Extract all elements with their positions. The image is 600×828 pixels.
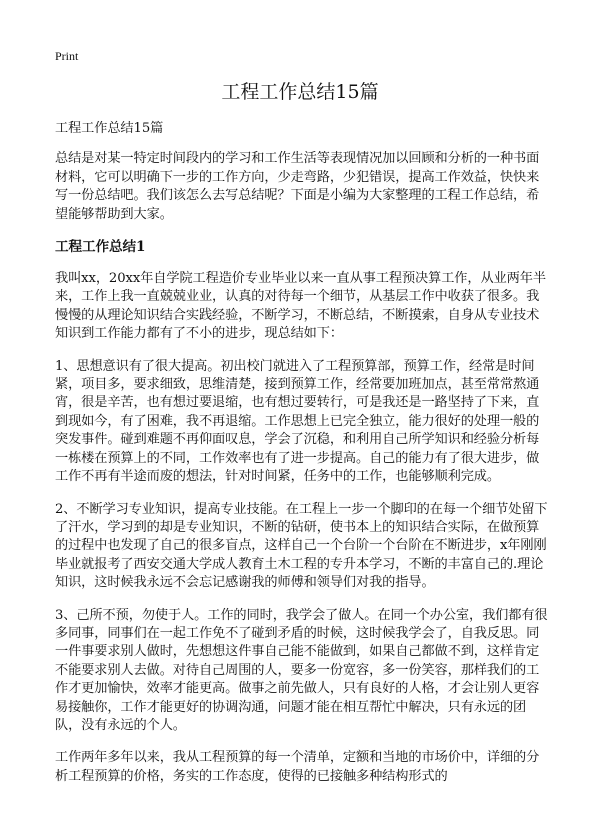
- body-paragraph: 3、己所不预，勿使于人。工作的同时，我学会了做人。在同一个办公室，我们都有很多同事，同事们在一起工作免不了碰到矛盾的时候，这时候我学会了，自我反思。同一件事要求别人做时，先想想这件事自己能不能做到，如果自己都做不到，这样肯定不能要求别人去做。对待自己周围的人，要多一份宽容，多一份笑容，那样我们的工作才更加愉快，效率才能更高。做事之前先做人，只有良好的人格，才会让别人更容易接触你，工作才能更好的协调沟通，问题才能在相互帮忙中解决，只有永远的团队，没有永远的个人。: [55, 607, 548, 733]
- print-link[interactable]: Print: [55, 49, 79, 63]
- document-subtitle: 工程工作总结15篇: [55, 121, 164, 136]
- page-title: 工程工作总结15篇: [221, 81, 379, 103]
- body-paragraph: 1、思想意识有了很大提高。初出校门就进入了工程预算部，预算工作，经常是时间紧，项目多，要求细致，思维清楚，接到预算工作，经常要加班加点，甚至常常熬通宵，很是辛苦，也有想过要退缩，也有想过要转行，可是我还是一路坚持了下来，直到现如今，有了困难，我不再退缩。工作思想上已完全独立，能力很好的处理一般的突发事件。碰到难题不再仰面叹息，学会了沉稳，和利用自己所学知识和经验分析每一栋楼在预算上的不同，工作效率也有了进一步提高。自己的能力有了很大进步，做工作不再有半途而废的想法，针对时间紧，任务中的工作，也能够顺利完成。: [55, 358, 540, 485]
- body-paragraph: 2、不断学习专业知识，提高专业技能。在工程上一步一个脚印的在每一个细节处留下了汗水，学习到的却是专业知识，不断的钻研，使书本上的知识结合实际，在做预算的过程中也发现了自己的很多盲点，这样自己一个台阶一个台阶在不断进步，x年刚刚毕业就报考了西安交通大学成人教育土木工程的专升本学习，不断的丰富自己的.理论知识，这时候我永远不会忘记感谢我的师傅和领导们对我的指导。: [55, 501, 548, 591]
- document-body: [55, 120, 552, 800]
- intro-paragraph: 总结是对某一特定时间段内的学习和工作生活等表现情况加以回顾和分析的一种书面材料，它可以明确下一步的工作方向，少走弯路，少犯错误，提高工作效益，快快来写一份总结吧。我们该怎么去写总结呢？下面是小编为大家整理的工程工作总结，希望能够帮助到大家。: [55, 151, 540, 222]
- body-paragraph: 工作两年多年以来，我从工程预算的每一个清单，定额和当地的市场价中，详细的分析工程预算的价格，务实的工作态度，使得的已接触多种结构形式的: [55, 750, 540, 784]
- section-heading: 工程工作总结1: [55, 239, 146, 256]
- body-paragraph: 我叫xx，20xx年自学院工程造价专业毕业以来一直从事工程预决算工作，从业两年半来，工作上我一直兢兢业业，认真的对待每一个细节，从基层工作中收获了很多。我慢慢的从理论知识结合实践经验，不断学习，不断总结，不断摸索，自身从专业技术知识到工作能力都有了不小的进步，现总结如下：: [55, 271, 546, 342]
